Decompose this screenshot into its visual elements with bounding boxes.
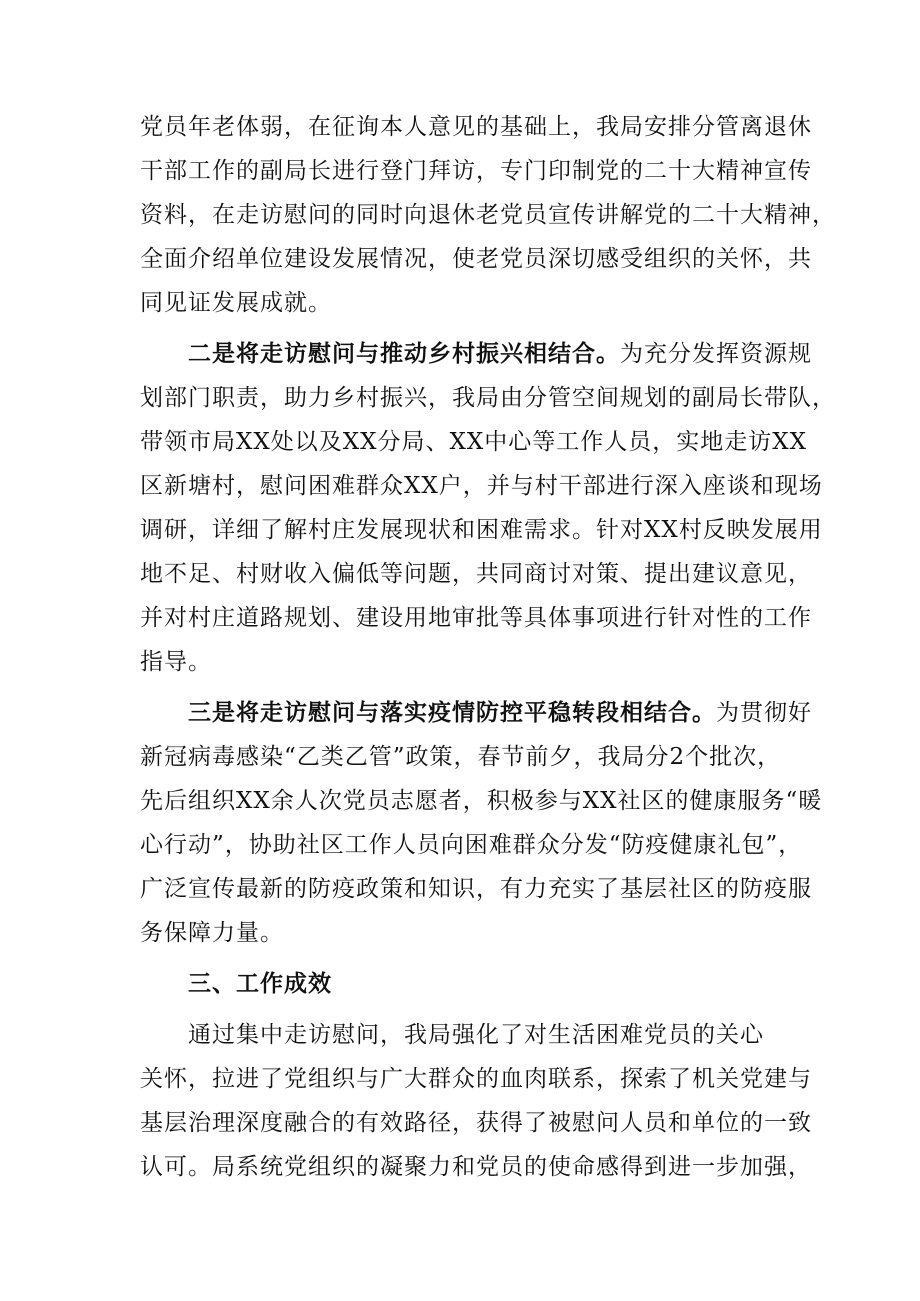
text-line: 划部门职责，助力乡村振兴，我局由分管空间规划的副局长带队， bbox=[140, 385, 836, 411]
paragraph-heading: 三是将走访慰问与落实疫情防控平稳转段相结合。 bbox=[188, 699, 716, 726]
text-line: 党员年老体弱，在征询本人意见的基础上，我局安排分管离退休 bbox=[140, 114, 812, 140]
section-heading: 三、工作成效 bbox=[188, 970, 332, 997]
text-line: 带领市局XX处以及XX分局、XX中心等工作人员，实地走访XX bbox=[140, 429, 807, 455]
paragraph-text: 为充分发挥资源规 bbox=[620, 341, 812, 367]
text-line: 区新塘村，慰问困难群众XX户，并与村干部进行深入座谈和现场 bbox=[140, 473, 823, 499]
text-line: 同见证发展成就。 bbox=[140, 290, 332, 316]
paragraph-heading: 二是将走访慰问与推动乡村振兴相结合。 bbox=[188, 340, 620, 367]
text-line: 广泛宣传最新的防疫政策和知识，有力充实了基层社区的防疫服 bbox=[140, 876, 812, 902]
text-line: 地不足、村财收入偏低等问题，共同商讨对策、提出建议意见， bbox=[140, 561, 812, 587]
text-line: 并对村庄道路规划、建设用地审批等具体事项进行针对性的工作 bbox=[140, 605, 812, 631]
text-line: 资料，在走访慰问的同时向退休老党员宣传讲解党的二十大精神， bbox=[140, 202, 836, 228]
text-line: 关怀，拉进了党组织与广大群众的血肉联系，探索了机关党建与 bbox=[140, 1066, 812, 1092]
text-line: 先后组织XX余人次党员志愿者，积极参与XX社区的健康服务“暖 bbox=[140, 788, 823, 814]
text-line: 调研，详细了解村庄发展现状和困难需求。针对XX村反映发展用 bbox=[140, 517, 823, 543]
paragraph-first-line: 通过集中走访慰问，我局强化了对生活困难党员的关心 bbox=[188, 1022, 764, 1048]
paragraph-first-line bbox=[188, 690, 812, 736]
paragraph-text: 为贯彻好 bbox=[716, 700, 812, 726]
text-line: 指导。 bbox=[140, 649, 212, 675]
text-line: 干部工作的副局长进行登门拜访，专门印制党的二十大精神宣传 bbox=[140, 158, 812, 184]
text-line: 基层治理深度融合的有效路径，获得了被慰问人员和单位的一致 bbox=[140, 1110, 812, 1136]
text-line: 全面介绍单位建设发展情况，使老党员深切感受组织的关怀，共 bbox=[140, 246, 812, 272]
text-line: 认可。局系统党组织的凝聚力和党员的使命感得到进一步加强， bbox=[140, 1154, 812, 1180]
text-line: 务保障力量。 bbox=[140, 920, 284, 946]
text-line: 心行动”，协助社区工作人员向困难群众分发“防疫健康礼包”， bbox=[140, 832, 803, 858]
text-line: 新冠病毒感染“乙类乙管”政策，春节前夕，我局分2个批次， bbox=[140, 744, 782, 770]
paragraph-first-line bbox=[188, 331, 812, 377]
